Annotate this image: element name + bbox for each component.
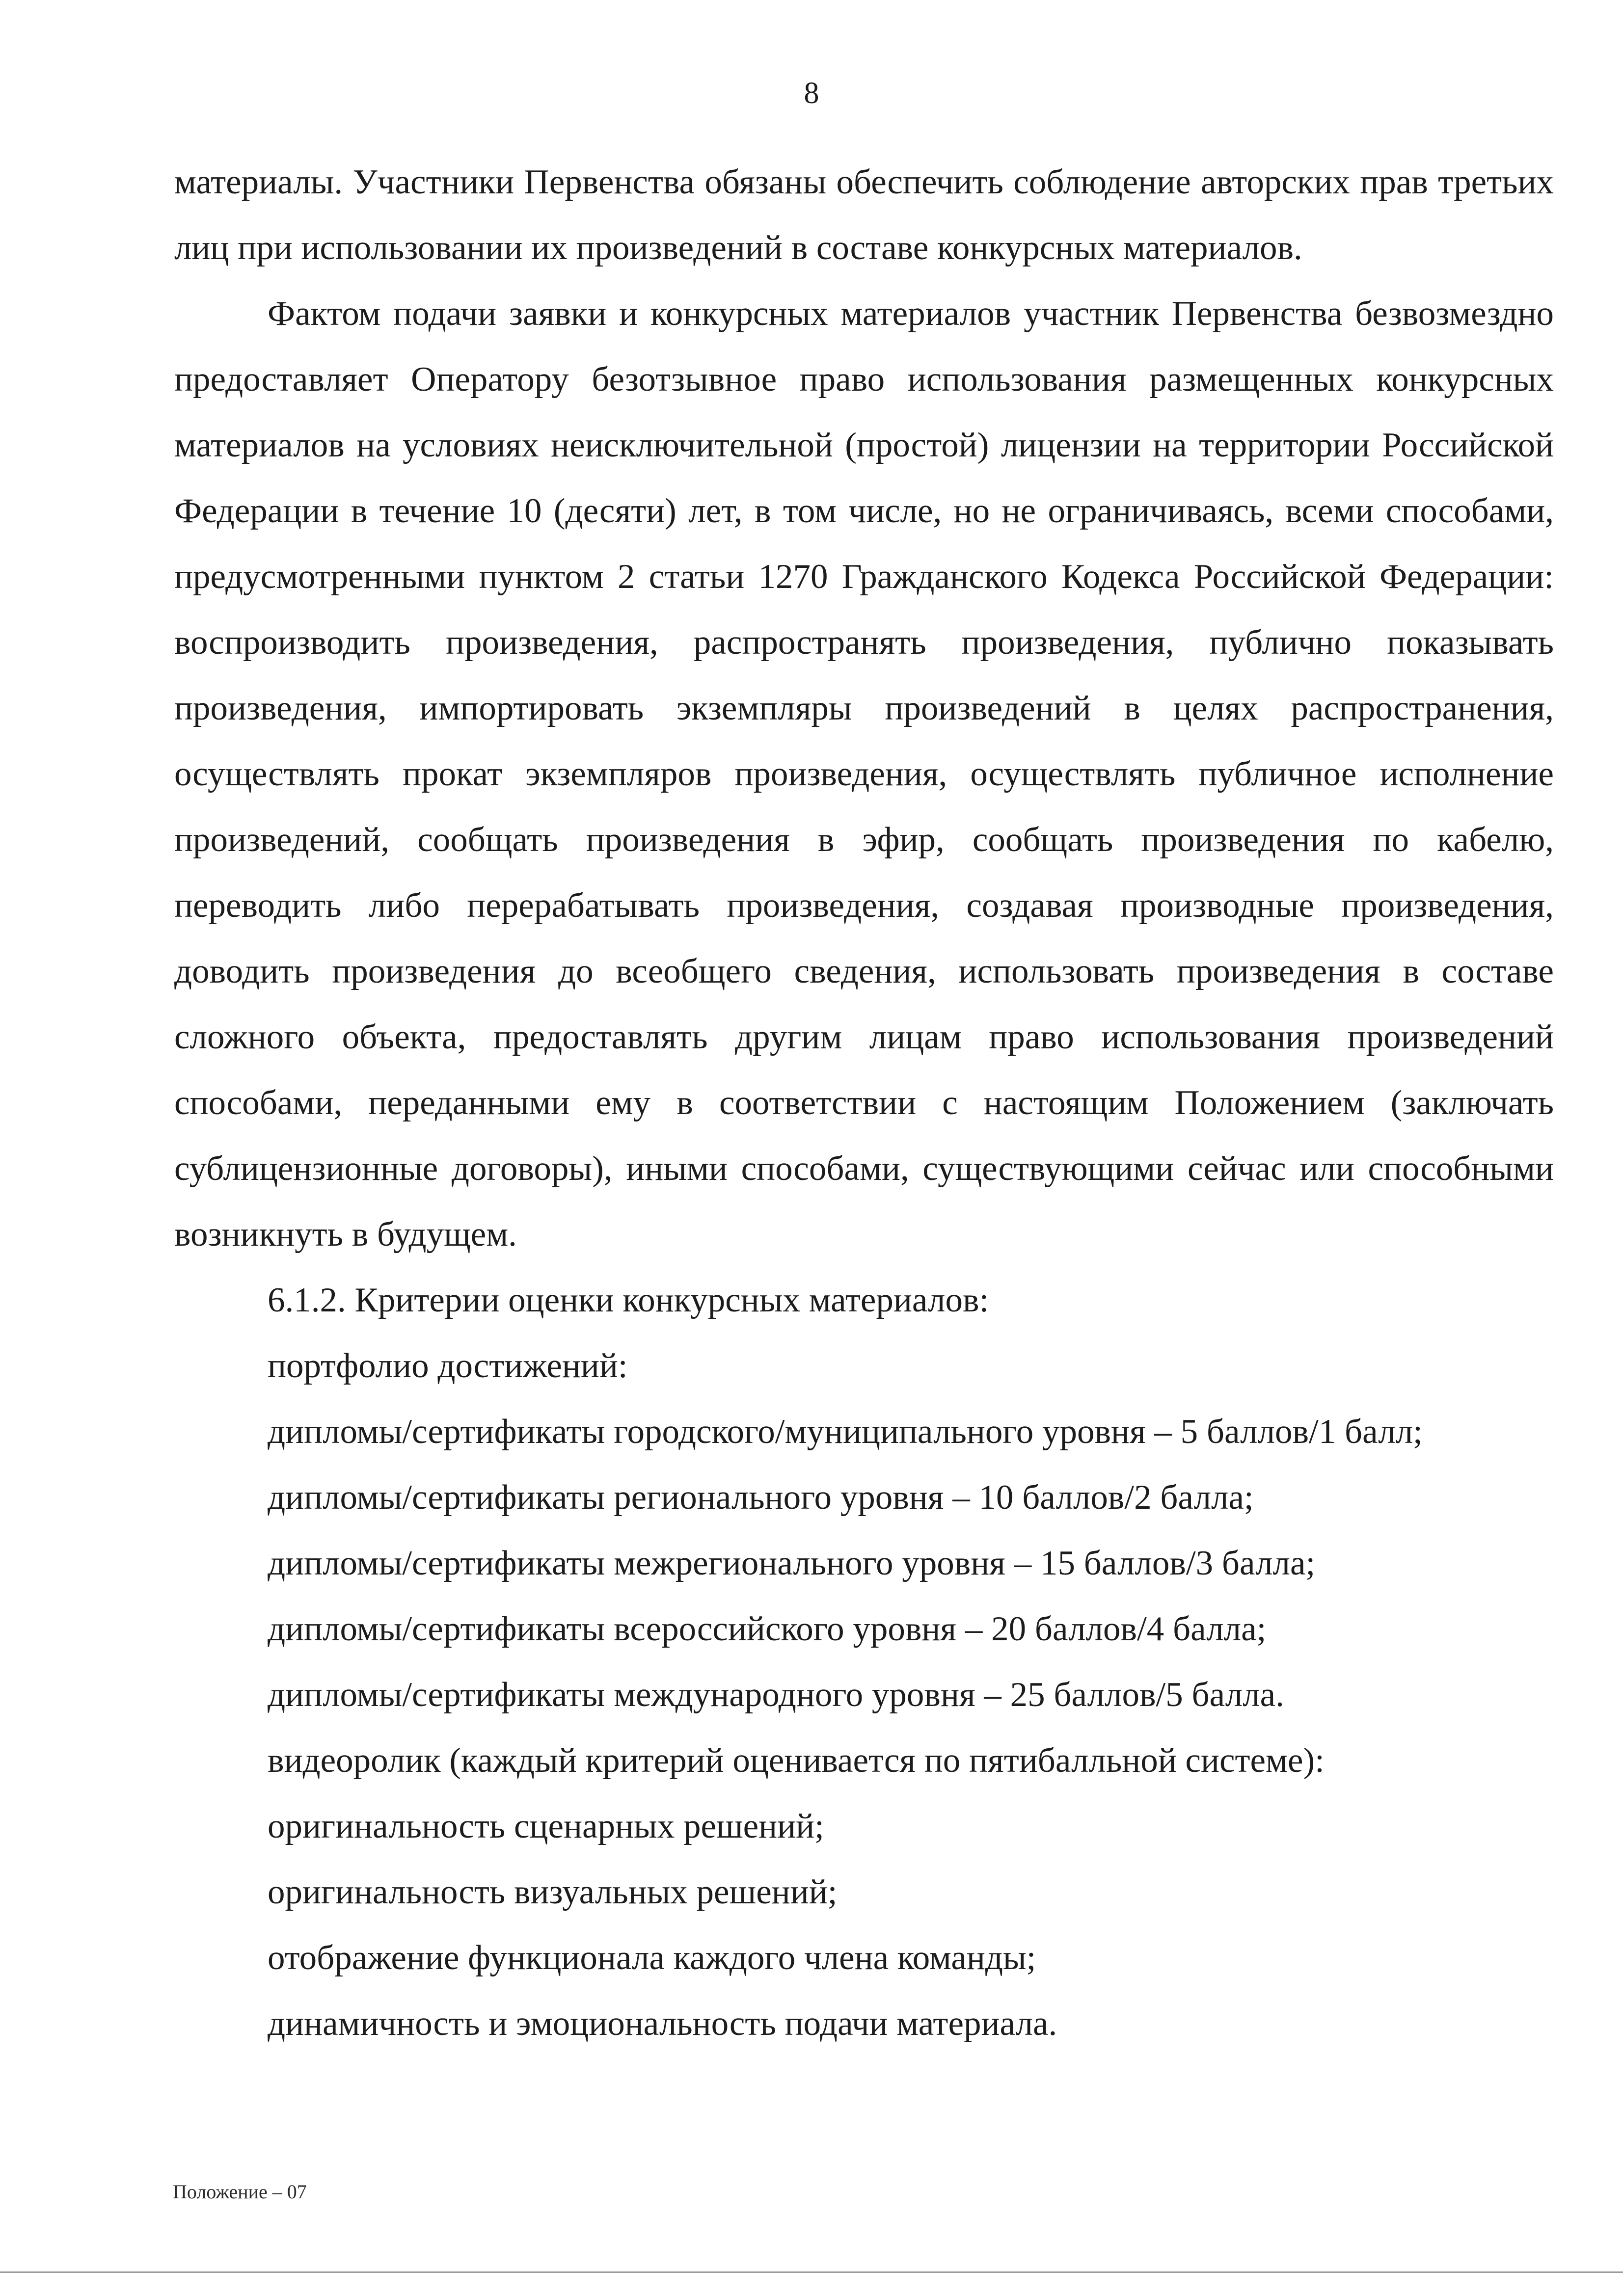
criteria-portfolio-label: портфолио достижений: [268, 1347, 628, 1385]
page-number: 8 [804, 77, 819, 110]
criteria-item: дипломы/сертификаты всероссийского уровня – 20 баллов/4 балла; [268, 1610, 1267, 1648]
criteria-item: дипломы/сертификаты регионального уровня – 10 баллов/2 балла; [268, 1478, 1254, 1517]
paragraph-copyright-obligation: материалы. Участники Первенства обязаны обеспечить соблюдение авторских прав третьих лиц при использовании их произведений в составе конкурсных материалов. [174, 163, 1554, 267]
criteria-item: отображение функционала каждого члена команды; [268, 1939, 1036, 1977]
criteria-item: дипломы/сертификаты международного уровня – 25 баллов/5 балла. [268, 1676, 1284, 1714]
criteria-item: динамичность и эмоциональность подачи материала. [268, 2004, 1057, 2043]
scan-edge-line [0, 2271, 1623, 2273]
criteria-item: оригинальность сценарных решений; [268, 1807, 824, 1845]
criteria-heading: 6.1.2. Критерии оценки конкурсных материалов: [268, 1281, 989, 1319]
criteria-video-label: видеоролик (каждый критерий оценивается по пятибалльной системе): [268, 1741, 1325, 1780]
paragraph-license-grant: Фактом подачи заявки и конкурсных материалов участник Первенства безвозмездно предоставляет Оператору безотзывное право использования размещенных конкурсных материалов на условиях неисключительной (простой) лицензии на территории Российской Федерации в течение 10 (десяти) лет, в том числе, но не ограничиваясь, всеми способами, предусмотренными пунктом 2 статьи 1270 Гражданского Кодекса Российской Федерации: воспроизводить произведения, распространять произведения, публично показывать произведения, импортировать экземпляры произведений в целях распространения, осуществлять прокат экземпляров произведения, осуществлять публичное исполнение произведений, сообщать произведения в эфир, сообщать произведения по кабелю, переводить либо перерабатывать произведения, создавая производные произведения, доводить произведения до всеобщего сведения, использовать произведения в составе сложного объекта, предоставлять другим лицам право использования произведений способами, переданными ему в соответствии с настоящим Положением (заключать сублицензионные договоры), иными способами, существующими сейчас или способными возникнуть в будущем. [174, 294, 1554, 1254]
criteria-item: оригинальность визуальных решений; [268, 1873, 838, 1911]
criteria-item: дипломы/сертификаты городского/муниципального уровня – 5 баллов/1 балл; [268, 1413, 1423, 1451]
criteria-section [174, 1267, 1554, 2056]
page-footer: Положение – 07 [173, 2181, 307, 2203]
document-body [174, 149, 1554, 2056]
criteria-item: дипломы/сертификаты межрегионального уровня – 15 баллов/3 балла; [268, 1544, 1316, 1582]
